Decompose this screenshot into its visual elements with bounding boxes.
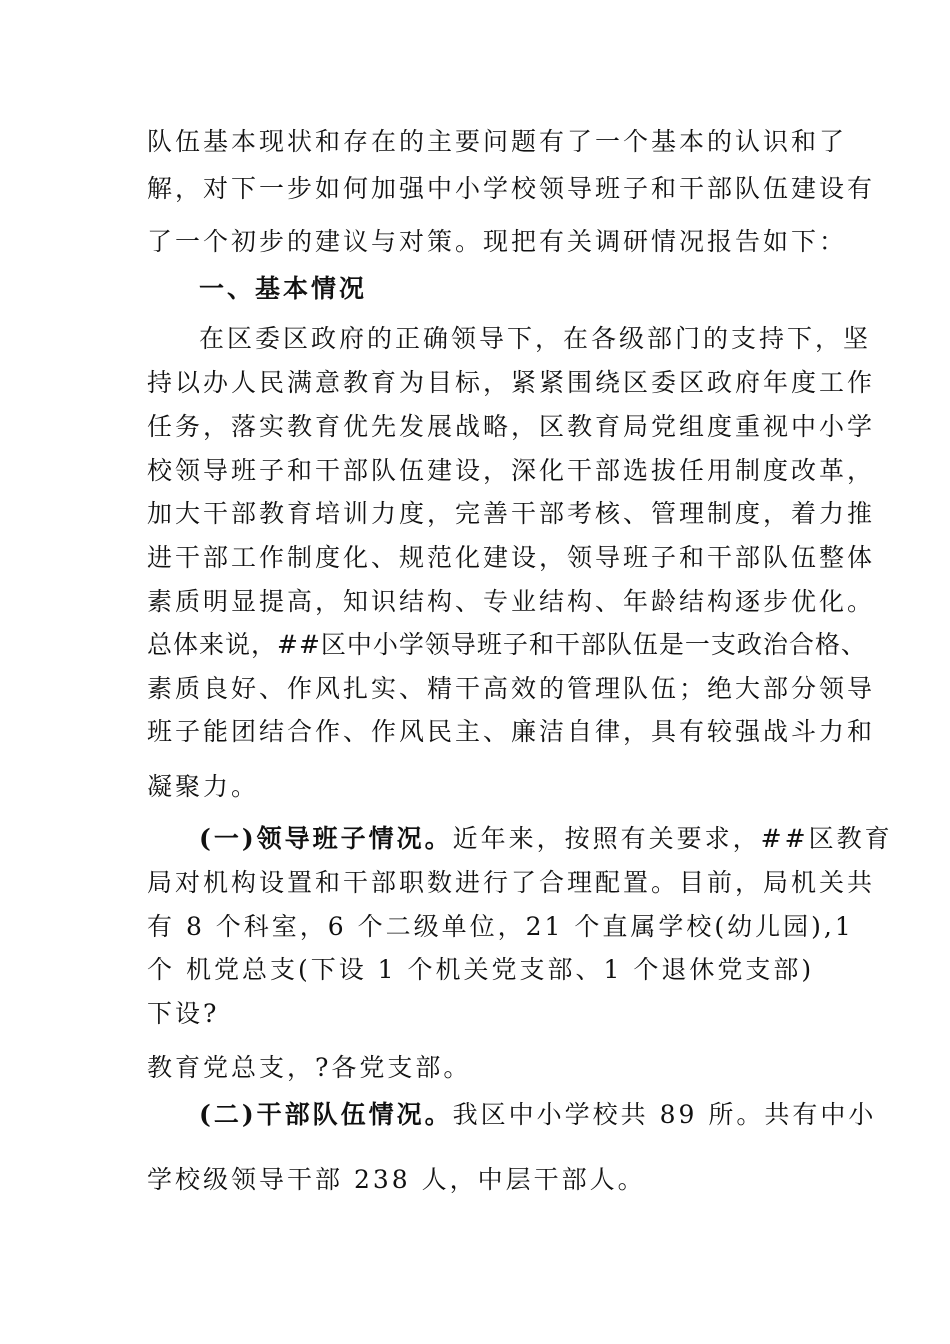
body-line: 进干部工作制度化、规范化建设，领导班子和干部队伍整体 <box>147 543 876 572</box>
body-line: 素质明显提高，知识结构、专业结构、年龄结构逐步优化。 <box>147 587 876 616</box>
body-line: 任务，落实教育优先发展战略，区教育局党组度重视中小学 <box>147 412 876 441</box>
body-line: 加大干部教育培训力度，完善干部考核、管理制度，着力推 <box>147 499 876 528</box>
body-line: 解，对下一步如何加强中小学校领导班子和干部队伍建设有 <box>147 174 876 203</box>
body-line: 总体来说，##区中小学领导班子和干部队伍是一支政治合格、 <box>147 630 867 659</box>
body-line: 持以办人民满意教育为目标，紧紧围绕区委区政府年度工作 <box>147 368 876 397</box>
body-line: 校领导班子和干部队伍建设，深化干部选拔任用制度改革， <box>147 456 876 485</box>
subsection-heading-leaders: (一)领导班子情况。 <box>199 824 453 853</box>
body-line: 素质良好、作风扎实、精干高效的管理队伍；绝大部分领导 <box>147 674 876 703</box>
subsection-paragraph-leaders <box>199 822 893 856</box>
subsection-paragraph-cadres <box>199 1098 876 1132</box>
section-heading: 一、基本情况 <box>199 274 368 303</box>
body-text: 我区中小学校共 89 所。共有中小 <box>452 1100 877 1129</box>
body-line: 班子能团结合作、作风民主、廉洁自律，具有较强战斗力和 <box>147 717 876 746</box>
body-line: 队伍基本现状和存在的主要问题有了一个基本的认识和了 <box>147 127 848 156</box>
body-line: 了一个初步的建议与对策。现把有关调研情况报告如下： <box>147 227 848 256</box>
body-line: 学校级领导干部 238 人，中层干部人。 <box>147 1165 646 1194</box>
body-text: 近年来，按照有关要求，##区教育 <box>452 824 893 853</box>
body-line: 教育党总支，?各党支部。 <box>147 1053 472 1082</box>
body-line: 局对机构设置和干部职数进行了合理配置。目前，局机关共 <box>147 868 876 897</box>
body-line: 在区委区政府的正确领导下，在各级部门的支持下，坚 <box>199 324 872 353</box>
body-line: 个 机党总支(下设 1 个机关党支部、1 个退休党支部) <box>147 955 815 984</box>
subsection-heading-cadres: (二)干部队伍情况。 <box>199 1100 453 1129</box>
body-line: 有 8 个科室，6 个二级单位，21 个直属学校(幼儿园),1 <box>147 912 854 941</box>
body-line: 下设? <box>147 999 220 1028</box>
body-line: 凝聚力。 <box>147 772 260 801</box>
